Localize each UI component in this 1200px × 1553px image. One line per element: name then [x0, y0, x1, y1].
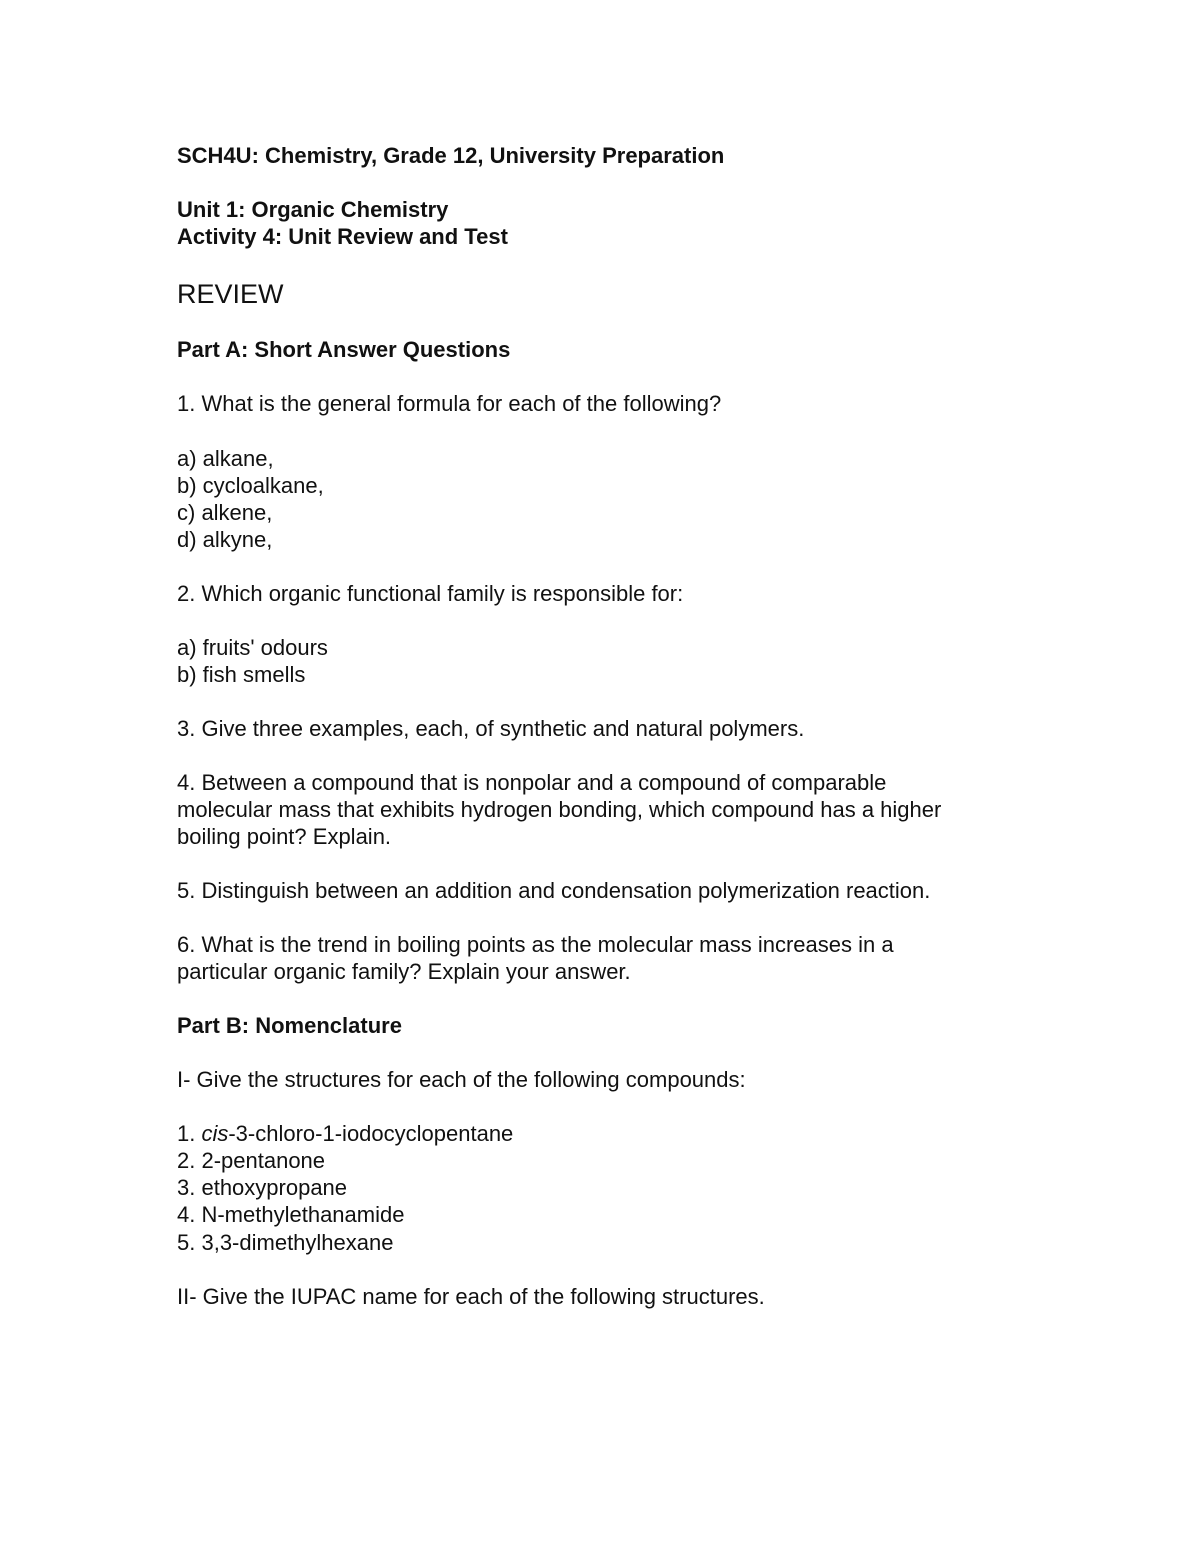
section-1-instruction: I- Give the structures for each of the following compounds: [177, 1067, 746, 1092]
review-heading: REVIEW [177, 279, 284, 309]
compound-item-5 [177, 1229, 393, 1256]
compound-item-4 [177, 1201, 404, 1228]
question-6-line-1: 6. What is the trend in boiling points as the molecular mass increases in a [177, 932, 894, 957]
question-4-line-1: 4. Between a compound that is nonpolar and a compound of comparable [177, 770, 887, 795]
question-1-option-b: b) cycloalkane, [177, 473, 324, 498]
compound-name: N-methylethanamide [201, 1202, 405, 1227]
part-b-heading: Part B: Nomenclature [177, 1013, 402, 1038]
compound-item-3 [177, 1174, 347, 1201]
activity-title: Activity 4: Unit Review and Test [177, 224, 508, 249]
question-2-option-b: b) fish smells [177, 662, 306, 687]
compound-number: 5. [177, 1230, 202, 1255]
compound-name: ethoxypropane [201, 1175, 348, 1200]
compound-item-2 [177, 1147, 325, 1174]
course-title: SCH4U: Chemistry, Grade 12, University Preparation [177, 143, 725, 168]
question-1-option-c: c) alkene, [177, 500, 273, 525]
compound-number: 2. [177, 1148, 202, 1173]
question-4-line-2: molecular mass that exhibits hydrogen bonding, which compound has a higher [177, 797, 942, 822]
question-2: 2. Which organic functional family is responsible for: [177, 581, 684, 606]
question-4-line-3: boiling point? Explain. [177, 824, 392, 849]
section-2-instruction: II- Give the IUPAC name for each of the following structures. [177, 1284, 765, 1309]
compound-item-1 [177, 1120, 513, 1147]
question-5: 5. Distinguish between an addition and condensation polymerization reaction. [177, 878, 931, 903]
question-1-option-d: d) alkyne, [177, 527, 273, 552]
question-1-option-a: a) alkane, [177, 446, 274, 471]
compound-number: 1. [177, 1121, 202, 1146]
compound-name: 2-pentanone [201, 1148, 326, 1173]
compound-number: 3. [177, 1175, 202, 1200]
question-2-option-a: a) fruits' odours [177, 635, 328, 660]
question-3: 3. Give three examples, each, of synthetic and natural polymers. [177, 716, 805, 741]
compound-prefix-italic: cis [201, 1121, 229, 1146]
question-6-line-2: particular organic family? Explain your answer. [177, 959, 631, 984]
compound-number: 4. [177, 1202, 202, 1227]
part-a-heading: Part A: Short Answer Questions [177, 337, 511, 362]
question-1: 1. What is the general formula for each of the following? [177, 391, 722, 416]
compound-name: -3-chloro-1-iodocyclopentane [228, 1121, 514, 1146]
compound-name: 3,3-dimethylhexane [201, 1230, 394, 1255]
unit-title: Unit 1: Organic Chemistry [177, 197, 449, 222]
